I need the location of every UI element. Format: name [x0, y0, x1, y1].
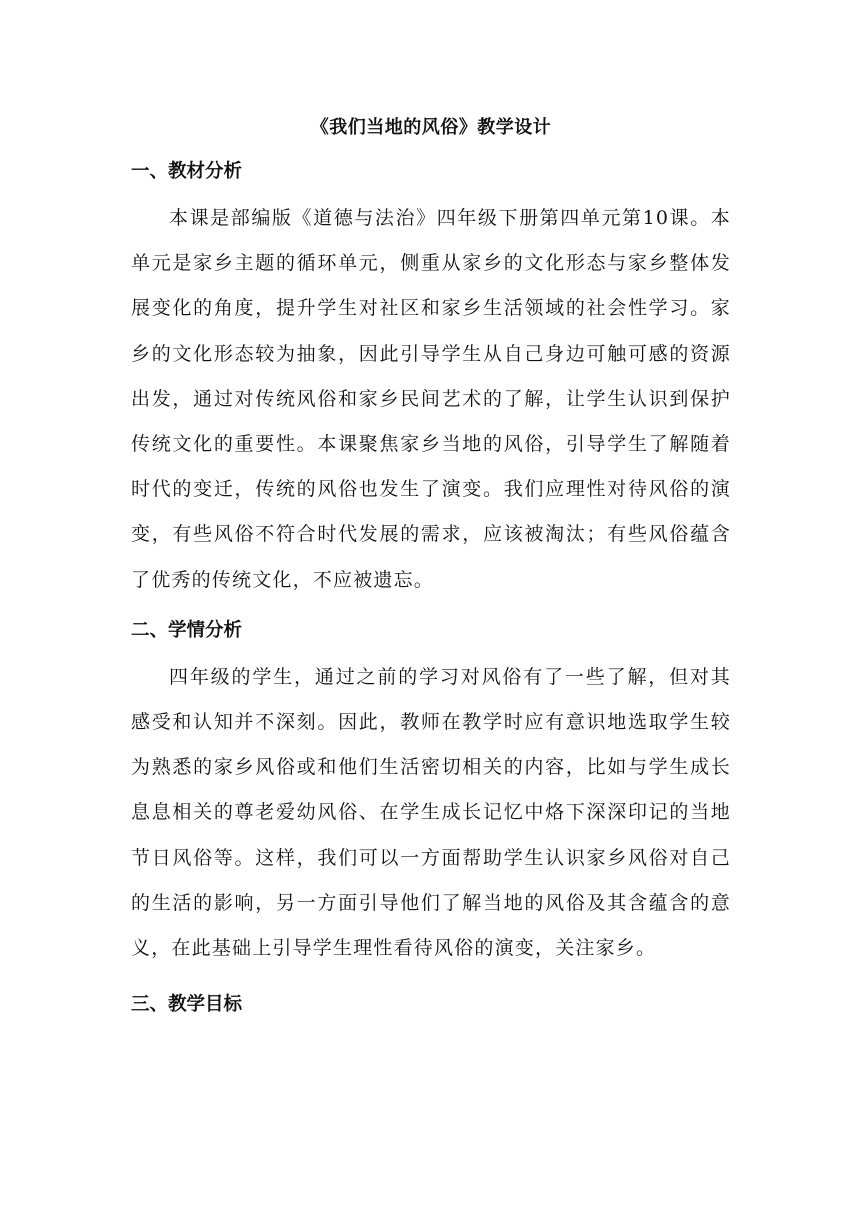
section-teaching-goals: [131, 981, 731, 1029]
section-textbook-analysis: [131, 148, 731, 603]
section-heading: 一、教材分析: [131, 161, 243, 182]
section-paragraph: 四年级的学生，通过之前的学习对风俗有了一些了解，但对其感受和认知并不深刻。因此，教师在教学时应有意识地选取学生较为熟悉的家乡风俗或和他们生活密切相关的内容，比如与学生成长息息相关的尊老爱幼风俗、在学生成长记忆中烙下深深印记的当地节日风俗等。这样，我们可以一方面帮助学生认识家乡风俗对自己的生活的影响，另一方面引导他们了解当地的风俗及其含蕴含的意义，在此基础上引导学生理性看待风俗的演变，关注家乡。: [131, 665, 731, 960]
document-body: [131, 108, 731, 1029]
section-heading: 三、教学目标: [131, 994, 243, 1016]
section-paragraph: 本课是部编版《道德与法治》四年级下册第四单元第10课。本单元是家乡主题的循环单元，侧重从家乡的文化形态与家乡整体发展变化的角度，提升学生对社区和家乡生活领域的社会性学习。家乡的文化形态较为抽象，因此引导学生从自己身边可触可感的资源出发，通过对传统风俗和家乡民间艺术的了解，让学生认识到保护传统文化的重要性。本课聚焦家乡当地的风俗，引导学生了解随着时代的变迁，传统的风俗也发生了演变。我们应理性对待风俗的演变，有些风俗不符合时代发展的需求，应该被淘汰；有些风俗蕴含了优秀的传统文化，不应被遗忘。: [131, 207, 731, 591]
section-student-analysis: [131, 607, 731, 971]
page-title: 《我们当地的风俗》教学设计: [310, 117, 552, 138]
section-heading: 二、学情分析: [131, 619, 243, 641]
